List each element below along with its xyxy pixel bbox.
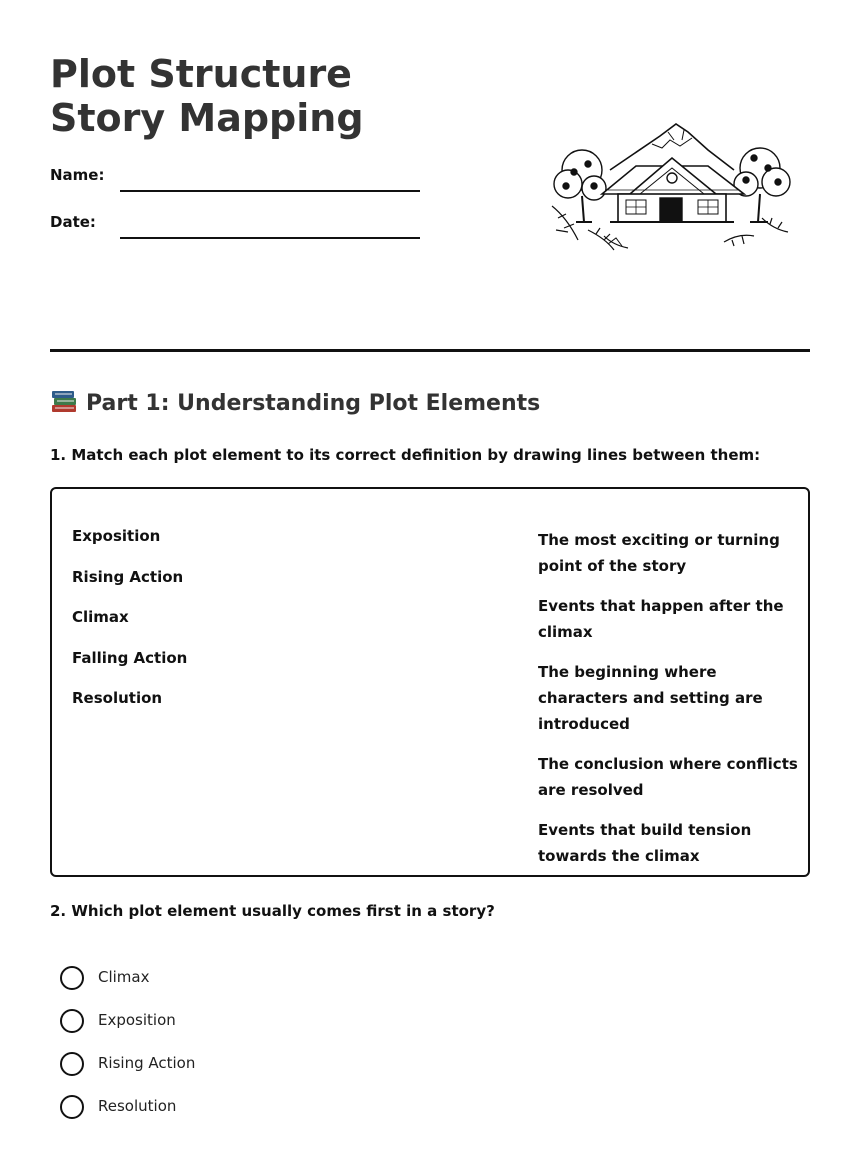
page-title: Plot Structure Story Mapping [50,52,364,140]
matching-box [50,487,810,877]
name-line[interactable] [120,190,420,192]
name-label: Name: [50,166,105,184]
plot-element: Resolution [72,689,163,707]
definition: The most exciting or turning point of the story [538,531,780,575]
plot-element: Climax [72,608,129,626]
option-label: Climax [98,968,150,986]
question-2: 2. Which plot element usually comes first in a story? [50,902,495,920]
plot-element: Exposition [72,527,161,545]
house-illustration [548,118,796,260]
option-label: Resolution [98,1097,177,1115]
option-label: Exposition [98,1011,176,1029]
books-icon [50,388,78,414]
definitions-list [538,527,798,883]
definition: Events that happen after the climax [538,597,784,641]
date-field-row [50,209,420,239]
definition: Events that build tension towards the climax [538,821,752,865]
plot-elements-list [72,527,187,730]
section-divider [50,349,810,352]
date-label: Date: [50,213,96,231]
part1-title [50,388,540,416]
date-line[interactable] [120,237,420,239]
definition: The conclusion where conflicts are resolved [538,755,798,799]
radio-button[interactable] [60,1009,84,1033]
radio-button[interactable] [60,966,84,990]
part1-title-text: Part 1: Understanding Plot Elements [86,391,541,416]
plot-element: Rising Action [72,567,184,586]
plot-element: Falling Action [72,648,188,667]
definition: The beginning where characters and setting are introduced [538,663,763,733]
radio-button[interactable] [60,1052,84,1076]
option-label: Rising Action [98,1054,196,1072]
question-1: 1. Match each plot element to its correct definition by drawing lines between them: [50,446,761,464]
radio-button[interactable] [60,1095,84,1119]
name-field-row [50,162,420,192]
